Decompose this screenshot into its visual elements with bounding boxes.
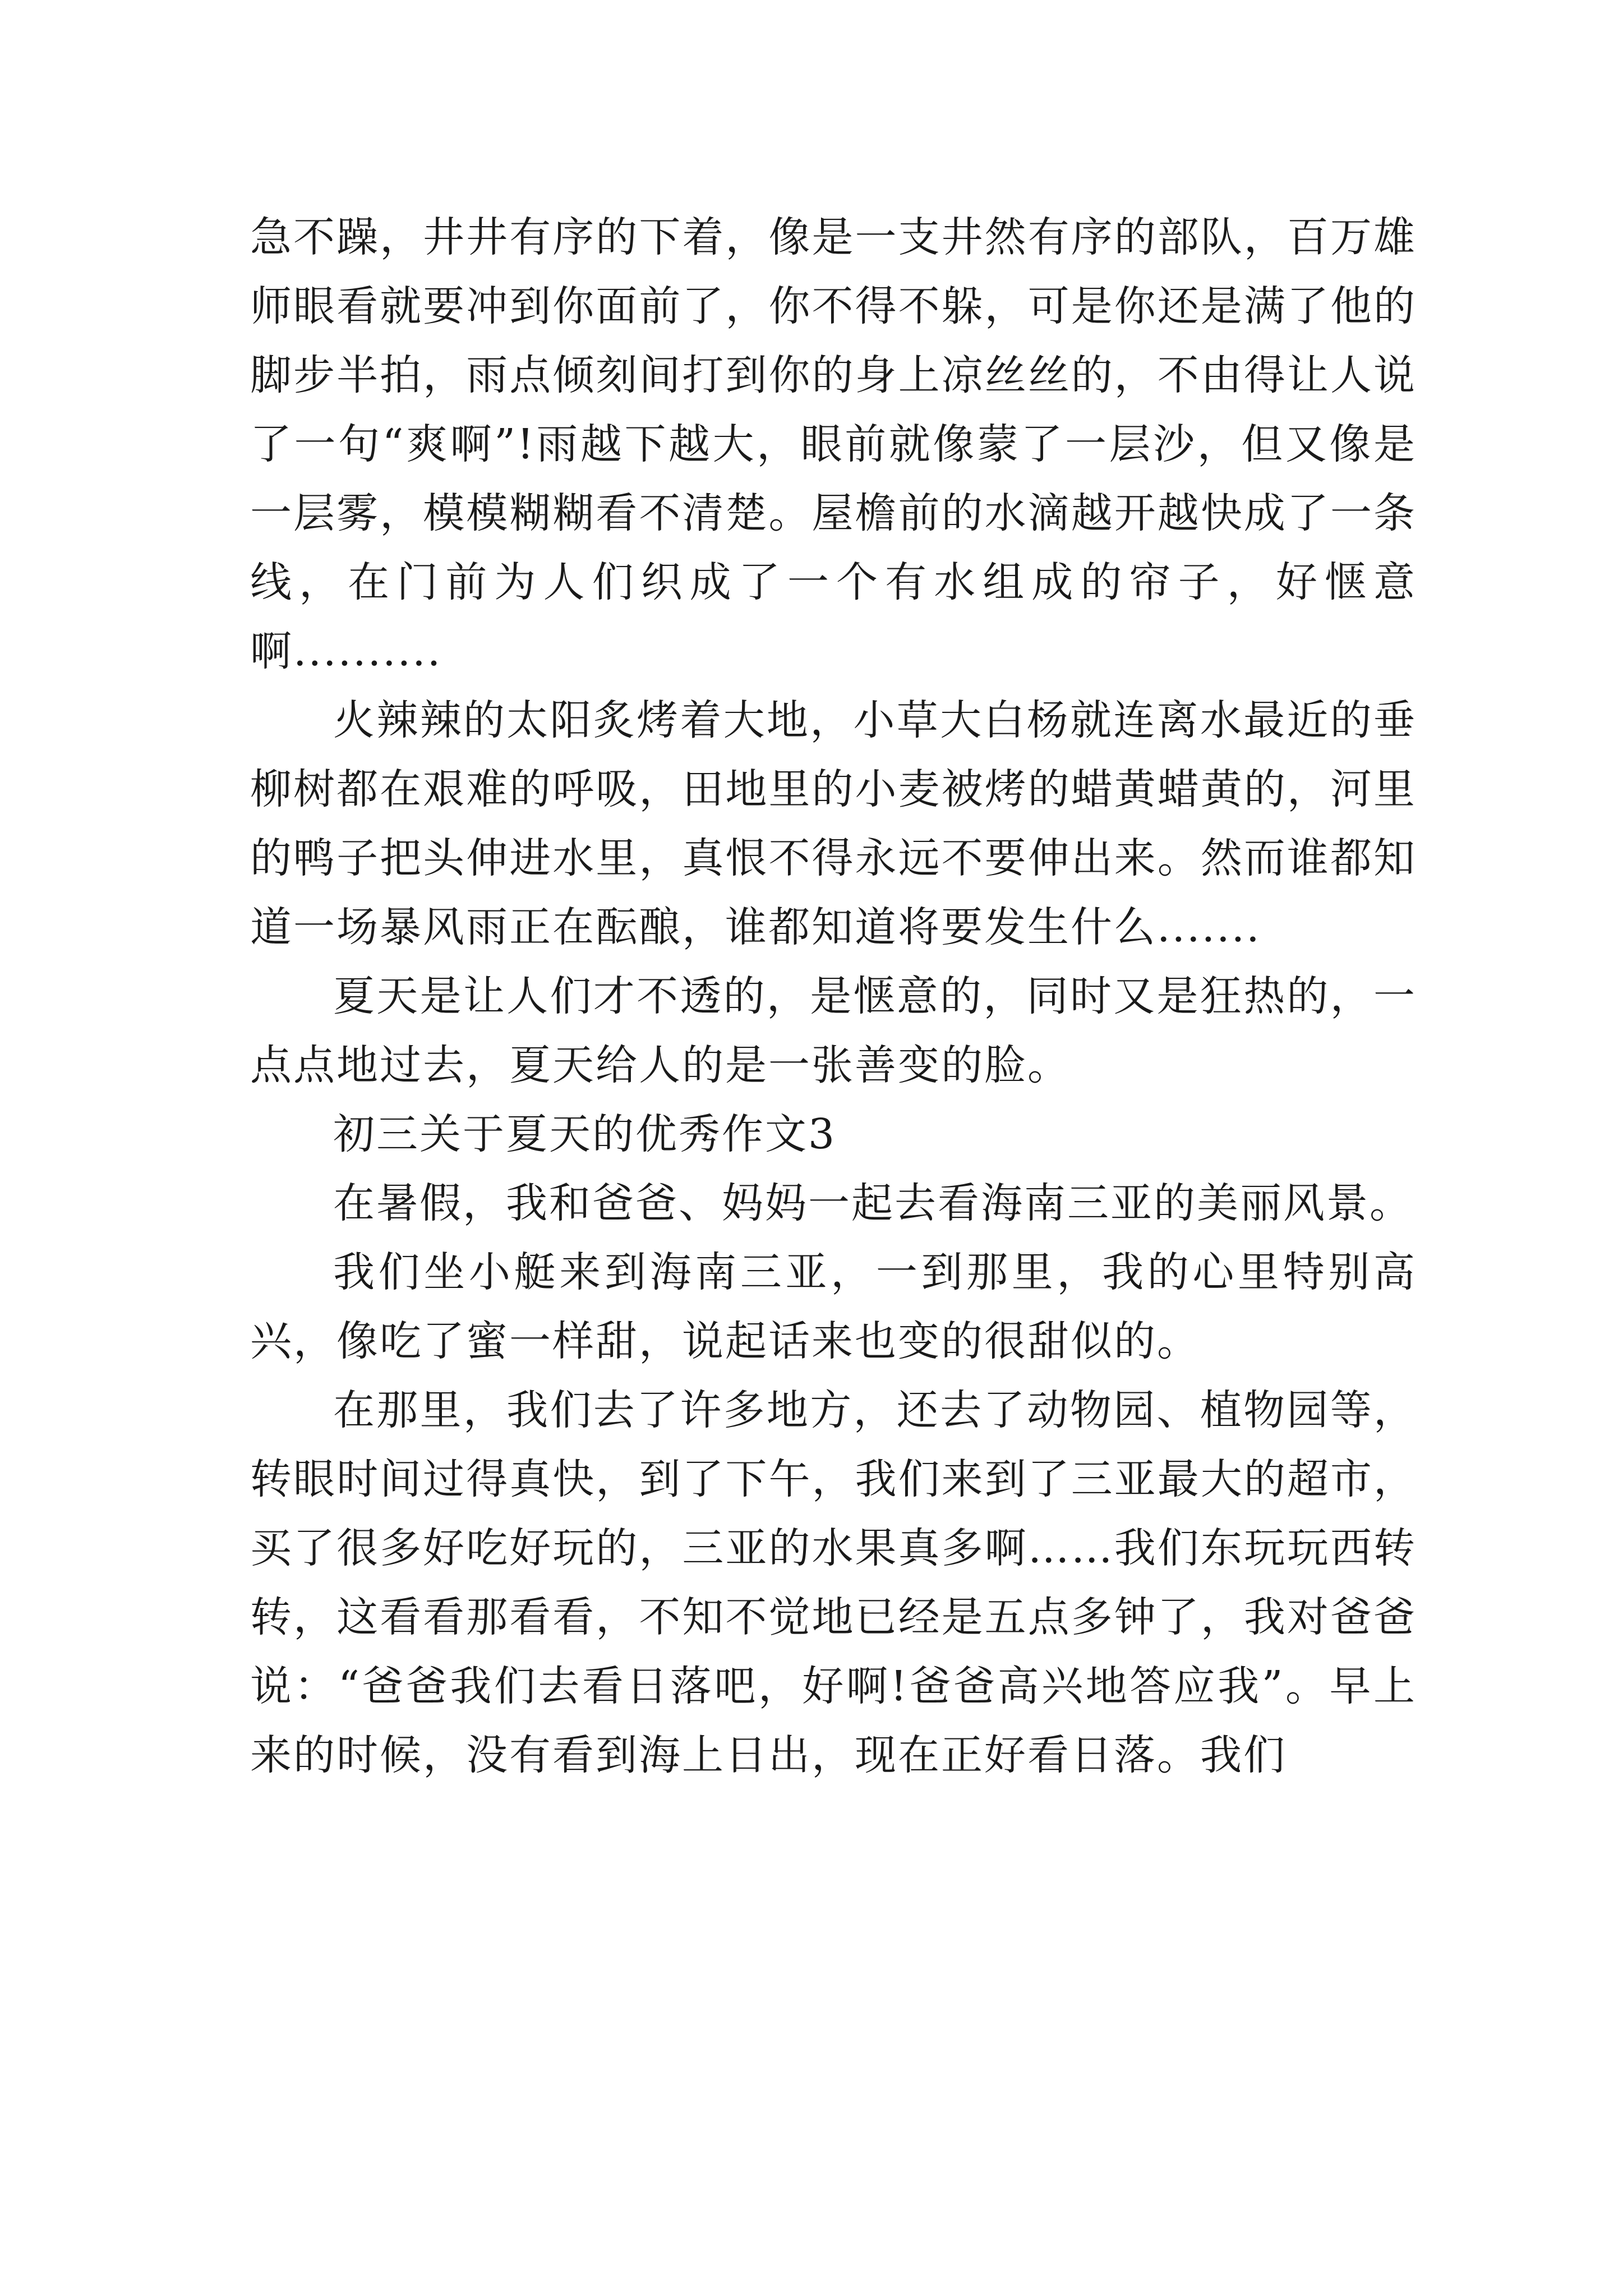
paragraph-5: 我们坐小艇来到海南三亚，一到那里，我的心里特别高兴，像吃了蜜一样甜，说起话来也变的很甜似的。 [250, 1248, 1417, 1365]
paragraph-1: 急不躁，井井有序的下着，像是一支井然有序的部队，百万雄师眼看就要冲到你面前了，你不得不躲，可是你还是满了他的脚步半拍，雨点倾刻间打到你的身上凉丝丝的，不由得让人说了一句“爽啊”!雨越下越大，眼前就像蒙了一层沙，但又像是一层雾，模模糊糊看不清楚。屋檐前的水滴越开越快成了一条线，在门前为人们织成了一个有水组成的帘子，好惬意啊.......... [250, 213, 1417, 675]
paragraph-4: 在暑假，我和爸爸、妈妈一起去看海南三亚的美丽风景。 [333, 1179, 1413, 1227]
paragraph-2: 火辣辣的太阳炙烤着大地，小草大白杨就连离水最近的垂柳树都在艰难的呼吸，田地里的小麦被烤的蜡黄蜡黄的，河里的鸭子把头伸进水里，真恨不得永远不要伸出来。然而谁都知道一场暴风雨正在酝酿，谁都知道将要发生什么....... [250, 696, 1417, 951]
section-heading: 初三关于夏天的优秀作文3 [333, 1110, 837, 1158]
document-body [250, 203, 1417, 1790]
paragraph-6: 在那里，我们去了许多地方，还去了动物园、植物园等，转眼时间过得真快，到了下午，我们来到了三亚最大的超市，买了很多好吃好玩的，三亚的水果真多啊……我们东玩玩西转转，这看看那看看，不知不觉地已经是五点多钟了，我对爸爸说：“爸爸我们去看日落吧，好啊!爸爸高兴地答应我”。早上来的时候，没有看到海上日出，现在正好看日落。我们 [250, 1386, 1417, 1779]
paragraph-3: 夏天是让人们才不透的，是惬意的，同时又是狂热的，一点点地过去，夏天给人的是一张善变的脸。 [250, 972, 1417, 1089]
